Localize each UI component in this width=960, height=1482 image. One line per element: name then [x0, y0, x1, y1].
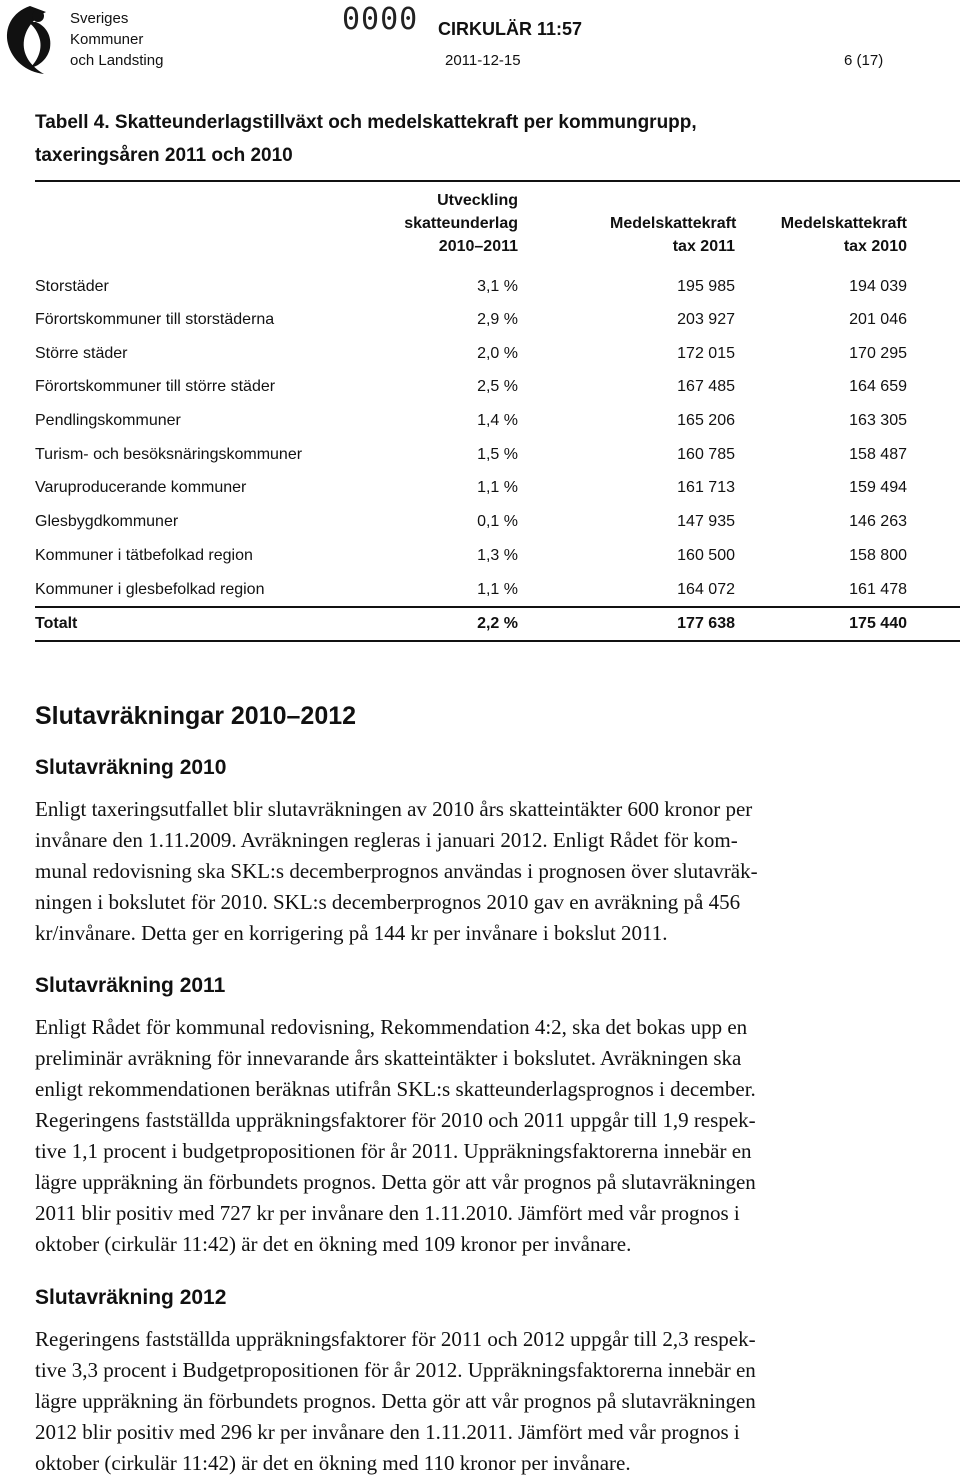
row-tax2011: 195 985	[677, 278, 735, 295]
text-line: ningen i bokslutet för 2010. SKL:s decemberprognos 2010 gav en avräkning på 456	[35, 890, 741, 914]
text-line: invånare den 1.11.2009. Avräkningen regleras i januari 2012. Enligt Rådet för kom-	[35, 828, 738, 852]
table-top-rule	[35, 180, 960, 182]
text-line: tive 3,3 procent i Budgetpropositionen för år 2012. Uppräkningsfaktorerna innebär en	[35, 1358, 756, 1382]
row-growth: 3,1 %	[477, 278, 518, 295]
table-total-rule	[35, 606, 960, 608]
col-tax2011-header-2: tax 2011	[672, 238, 735, 255]
text-line: oktober (cirkulär 11:42) är det en ökning med 110 kronor per invånare.	[35, 1451, 631, 1475]
page-number: 6 (17)	[844, 52, 884, 69]
section-2012-text	[35, 1324, 903, 1479]
row-growth: 1,1 %	[477, 581, 518, 598]
row-name: Kommuner i tätbefolkad region	[35, 547, 253, 564]
text-line: kr/invånare. Detta ger en korrigering på 144 kr per invånare i bokslut 2011.	[35, 921, 668, 945]
text-line: 2012 blir positiv med 296 kr per invånare den 1.11.2011. Jämfört med vår prognos i	[35, 1420, 740, 1444]
table-caption-line-1: Tabell 4. Skatteunderlagstillväxt och medelskattekraft per kommungrupp,	[35, 112, 697, 133]
section-2012-title: Slutavräkning 2012	[35, 1286, 227, 1309]
row-name: Förortskommuner till storstäderna	[35, 311, 275, 328]
text-line: lägre uppräkning än förbundets prognos. Detta gör att vår prognos på slutavräkningen	[35, 1389, 756, 1413]
row-tax2011: 160 500	[677, 547, 735, 564]
text-line: 2011 blir positiv med 727 kr per invånare den 1.11.2010. Jämfört med vår prognos i	[35, 1201, 740, 1225]
text-line: enligt rekommendationen beräknas utifrån SKL:s skatteunderlagsprognos i december.	[35, 1077, 756, 1101]
total-tax2011: 177 638	[677, 615, 735, 632]
section-2010-title: Slutavräkning 2010	[35, 756, 227, 779]
text-line: Regeringens fastställda uppräkningsfaktorer för 2010 och 2011 uppgår till 1,9 respek-	[35, 1108, 756, 1132]
row-growth: 2,0 %	[477, 345, 518, 362]
section-2010-text	[35, 794, 903, 949]
text-line: tive 1,1 procent i budgetpropositionen för år 2011. Uppräkningsfaktorerna innebär en	[35, 1139, 752, 1163]
row-tax2011: 161 713	[677, 479, 735, 496]
section-2011-title: Slutavräkning 2011	[35, 974, 226, 997]
row-name: Större städer	[35, 345, 128, 362]
row-name: Varuproducerande kommuner	[35, 479, 247, 496]
total-name: Totalt	[35, 615, 78, 632]
col-tax2010-header-1: Medelskattekraft	[780, 215, 907, 232]
text-line: Regeringens fastställda uppräkningsfaktorer för 2011 och 2012 uppgår till 2,3 respek-	[35, 1327, 756, 1351]
row-growth: 2,5 %	[477, 378, 518, 395]
row-growth: 0,1 %	[477, 513, 518, 530]
row-name: Turism- och besöksnäringskommuner	[35, 446, 303, 463]
row-tax2010: 170 295	[849, 345, 907, 362]
text-line: munal redovisning ska SKL:s decemberprognos användas i prognosen över slutavräk-	[35, 859, 758, 883]
row-name: Förortskommuner till större städer	[35, 378, 276, 395]
table-bottom-rule	[35, 640, 960, 642]
total-tax2010: 175 440	[849, 615, 907, 632]
row-tax2010: 158 487	[849, 446, 907, 463]
row-tax2010: 163 305	[849, 412, 907, 429]
main-section-title: Slutavräkningar 2010–2012	[35, 702, 357, 730]
row-tax2010: 159 494	[849, 479, 907, 496]
row-name: Kommuner i glesbefolkad region	[35, 581, 265, 598]
text-line: preliminär avräkning för innevarande års skatteintäkter i bokslutet. Avräkningen ska	[35, 1046, 742, 1070]
table-caption-line-2: taxeringsåren 2011 och 2010	[35, 145, 293, 166]
row-name: Pendlingskommuner	[35, 412, 181, 429]
document-date: 2011-12-15	[445, 52, 521, 69]
row-growth: 1,3 %	[477, 547, 518, 564]
section-2011-text	[35, 1012, 903, 1260]
org-name-line-2: Kommuner	[70, 31, 144, 48]
row-tax2011: 147 935	[677, 513, 735, 530]
row-tax2011: 172 015	[677, 345, 735, 362]
circular-number: CIRKULÄR 11:57	[438, 19, 583, 39]
row-tax2011: 203 927	[677, 311, 735, 328]
row-name: Storstäder	[35, 278, 109, 295]
col-growth-header-2: skatteunderlag	[404, 215, 518, 232]
row-growth: 1,5 %	[477, 446, 518, 463]
text-line: Enligt Rådet för kommunal redovisning, Rekommendation 4:2, ska det bokas upp en	[35, 1015, 748, 1039]
row-tax2010: 194 039	[849, 278, 907, 295]
text-line: lägre uppräkning än förbundets prognos. Detta gör att vår prognos på slutavräkningen	[35, 1170, 756, 1194]
document-stamp: 0000	[342, 2, 419, 37]
col-tax2010-header-2: tax 2010	[843, 238, 907, 255]
org-name-line-1: Sveriges	[70, 10, 129, 27]
row-tax2011: 165 206	[677, 412, 735, 429]
skl-logo-icon	[0, 2, 62, 78]
row-tax2010: 164 659	[849, 378, 907, 395]
col-growth-header-1: Utveckling	[437, 192, 518, 209]
row-tax2011: 167 485	[677, 378, 735, 395]
row-growth: 1,4 %	[477, 412, 518, 429]
row-tax2010: 161 478	[849, 581, 907, 598]
text-line: oktober (cirkulär 11:42) är det en ökning med 109 kronor per invånare.	[35, 1232, 632, 1256]
row-name: Glesbygdkommuner	[35, 513, 179, 530]
col-tax2011-header-1: Medelskattekraft	[610, 215, 737, 232]
row-tax2010: 158 800	[849, 547, 907, 564]
text-line: Enligt taxeringsutfallet blir slutavräkningen av 2010 års skatteintäkter 600 kronor per	[35, 797, 753, 821]
row-growth: 1,1 %	[477, 479, 518, 496]
col-growth-header-3: 2010–2011	[438, 238, 518, 255]
org-name-line-3: och Landsting	[70, 52, 164, 69]
row-tax2011: 160 785	[677, 446, 735, 463]
row-growth: 2,9 %	[477, 311, 518, 328]
row-tax2011: 164 072	[677, 581, 735, 598]
total-growth: 2,2 %	[477, 615, 518, 632]
row-tax2010: 146 263	[849, 513, 907, 530]
row-tax2010: 201 046	[849, 311, 907, 328]
